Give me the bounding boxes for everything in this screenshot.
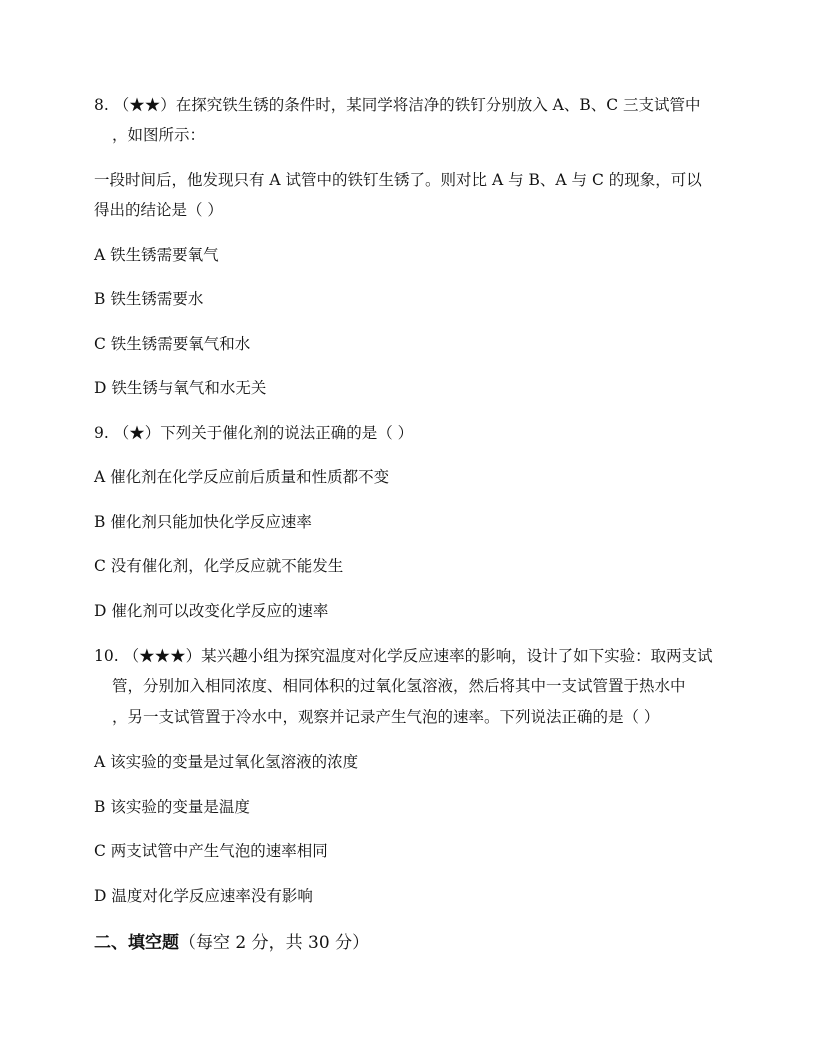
q9-option-a: A 催化剂在化学反应前后质量和性质都不变 — [94, 468, 390, 486]
q10-stem-line3: ，另一支试管置于冷水中，观察并记录产生气泡的速率。下列说法正确的是（ ） — [112, 708, 660, 726]
q8-stem-line4: 得出的结论是（ ） — [94, 201, 223, 219]
q8-stem-line2: ，如图所示： — [112, 126, 206, 144]
q8-option-a: A 铁生锈需要氧气 — [94, 246, 219, 264]
section-note: （每空 2 分，共 30 分） — [179, 933, 370, 953]
q9-option-d: D 催化剂可以改变化学反应的速率 — [94, 602, 329, 620]
q10-stem-line1: 10. （★★★）某兴趣小组为探究温度对化学反应速率的影响，设计了如下实验：取两支试 — [94, 647, 713, 665]
section-title: 二、填空题 — [94, 933, 179, 953]
q10-option-d: D 温度对化学反应速率没有影响 — [94, 887, 313, 905]
q10-option-c: C 两支试管中产生气泡的速率相同 — [94, 842, 328, 860]
q8-stem-line3: 一段时间后，他发现只有 A 试管中的铁钉生锈了。则对比 A 与 B、A 与 C 的现象，可以 — [94, 171, 702, 189]
q10-option-b: B 该实验的变量是温度 — [94, 798, 250, 816]
section-heading — [94, 932, 369, 954]
q8-option-b: B 铁生锈需要水 — [94, 290, 204, 308]
q9-option-c: C 没有催化剂，化学反应就不能发生 — [94, 557, 344, 575]
q9-stem: 9. （★）下列关于催化剂的说法正确的是（ ） — [94, 424, 414, 442]
q9-option-b: B 催化剂只能加快化学反应速率 — [94, 513, 312, 531]
q10-option-a: A 该实验的变量是过氧化氢溶液的浓度 — [94, 753, 359, 771]
q8-option-d: D 铁生锈与氧气和水无关 — [94, 379, 267, 397]
q8-option-c: C 铁生锈需要氧气和水 — [94, 335, 251, 353]
q10-stem-line2: 管，分别加入相同浓度、相同体积的过氧化氢溶液，然后将其中一支试管置于热水中 — [112, 677, 686, 695]
q8-stem-line1: 8. （★★）在探究铁生锈的条件时，某同学将洁净的铁钉分别放入 A、B、C 三支试管中 — [94, 96, 701, 114]
